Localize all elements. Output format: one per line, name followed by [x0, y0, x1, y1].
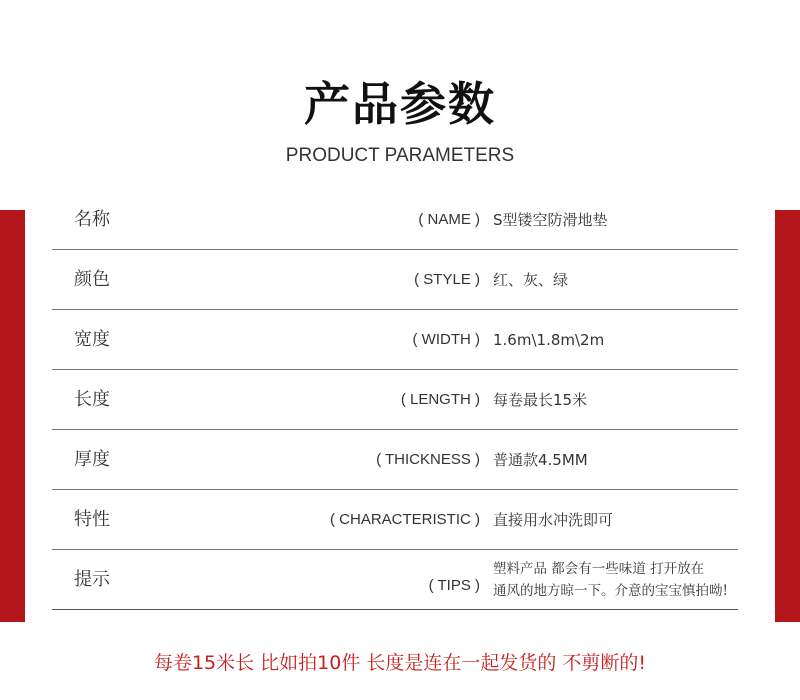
parameter-table — [52, 190, 738, 610]
param-label: 特性 — [74, 509, 110, 530]
param-row-name — [52, 190, 738, 250]
param-label-en: ( WIDTH ) — [412, 331, 480, 348]
param-label: 厚度 — [74, 449, 110, 470]
param-value: 普通款4.5MM — [493, 451, 588, 469]
tips-text — [493, 558, 738, 602]
footer-note: 每卷15米长 比如拍10件 长度是连在一起发货的 不剪断的! — [153, 652, 647, 674]
param-label: 长度 — [74, 389, 110, 410]
param-label: 名称 — [74, 209, 110, 230]
tips-line: 塑料产品 都会有一些味道 打开放在 — [493, 561, 705, 577]
param-row-tips — [52, 550, 738, 610]
param-label-en: ( LENGTH ) — [400, 391, 480, 408]
right-accent-bar — [775, 210, 800, 622]
param-label-en: ( THICKNESS ) — [376, 451, 480, 468]
param-value: 每卷最长15米 — [493, 391, 588, 409]
param-label-en: ( STYLE ) — [414, 271, 480, 288]
param-row-style — [52, 250, 738, 310]
param-label-en: ( NAME ) — [418, 211, 480, 228]
param-row-thickness — [52, 430, 738, 490]
param-value: S型镂空防滑地垫 — [493, 211, 608, 229]
page-subtitle: PRODUCT PARAMETERS — [285, 145, 515, 166]
left-accent-bar — [0, 210, 25, 622]
param-row-width — [52, 310, 738, 370]
param-label-en: ( TIPS ) — [428, 577, 480, 594]
param-label: 提示 — [74, 569, 110, 590]
param-label: 宽度 — [74, 329, 110, 350]
param-label: 颜色 — [74, 269, 110, 290]
param-label-en: ( CHARACTERISTIC ) — [330, 511, 480, 528]
tips-line: 通风的地方晾一下。介意的宝宝慎拍呦! — [493, 583, 728, 599]
param-row-length — [52, 370, 738, 430]
param-value: 直接用水冲洗即可 — [493, 511, 614, 529]
param-value: 红、灰、绿 — [493, 271, 569, 289]
page-title: 产品参数 — [304, 77, 496, 131]
param-value: 1.6m\1.8m\2m — [493, 331, 605, 349]
param-row-characteristic — [52, 490, 738, 550]
